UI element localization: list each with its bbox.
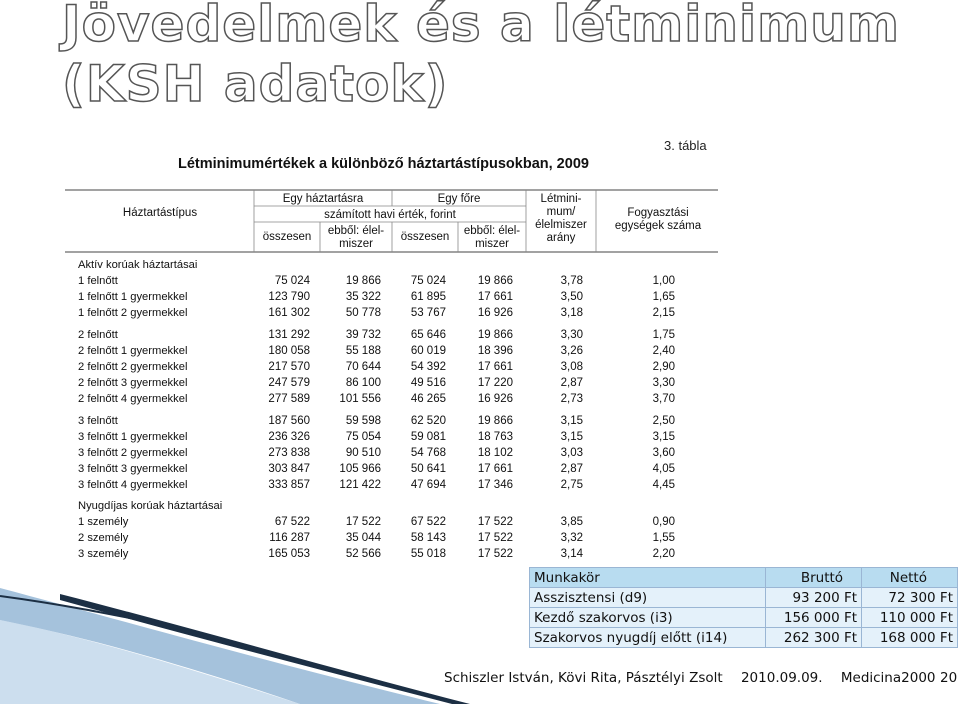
ksh-cell-e: 2,73 [560, 393, 583, 405]
ksh-cell-c: 46 265 [410, 393, 446, 405]
ksh-cell-e: 3,85 [560, 516, 583, 528]
hdr-fogyasztasi: Fogyasztási egységek száma [614, 207, 702, 232]
footer-authors: Schiszler István, Kövi Rita, Pásztélyi Zsolt [444, 670, 723, 686]
ksh-cell-f: 1,55 [652, 532, 675, 544]
ksh-cell-b: 90 510 [345, 447, 381, 459]
ksh-cell-f: 4,05 [652, 463, 675, 475]
page-number: 20 [940, 670, 958, 686]
slide-title-line1: Jövedelmek és a létminimum [62, 0, 900, 53]
ksh-row-label: 3 felnőtt 2 gyermekkel [78, 447, 188, 459]
ksh-cell-c: 60 019 [410, 345, 446, 357]
ksh-cell-b: 86 100 [345, 377, 381, 389]
ksh-cell-b: 105 966 [339, 463, 381, 475]
ksh-cell-f: 3,30 [652, 377, 675, 389]
ksh-cell-c: 50 641 [410, 463, 446, 475]
hdr-osszesen-1: összesen [262, 231, 312, 243]
ksh-cell-e: 3,15 [560, 415, 583, 427]
ksh-row-label: 2 felnőtt 2 gyermekkel [78, 361, 188, 373]
ksh-cell-c: 54 392 [410, 361, 446, 373]
ksh-cell-d: 16 926 [477, 393, 513, 405]
hdr-letminimum: Létmini- mum/ élelmiszer arány [535, 193, 587, 244]
ksh-cell-a: 116 287 [269, 532, 310, 544]
ksh-cell-b: 121 422 [339, 479, 381, 491]
ksh-row-label: 2 felnőtt 3 gyermekkel [78, 377, 188, 389]
slide-footer [444, 670, 950, 686]
ksh-cell-f: 2,15 [652, 307, 675, 319]
ksh-cell-b: 70 644 [345, 361, 381, 373]
hdr-haztartastipus: Háztartástípus [122, 207, 198, 219]
ksh-cell-a: 123 790 [268, 291, 310, 303]
ksh-cell-f: 2,50 [652, 415, 675, 427]
ksh-cell-c: 65 646 [410, 329, 446, 341]
ksh-row-label: 3 személy [78, 548, 129, 560]
ksh-cell-b: 75 054 [345, 431, 381, 443]
ksh-cell-b: 101 556 [339, 393, 381, 405]
ksh-cell-d: 18 102 [477, 447, 513, 459]
ksh-cell-c: 53 767 [410, 307, 446, 319]
group-label-nyugdijas: Nyugdíjas korúak háztartásai [78, 500, 223, 512]
salary-header-netto: Nettó [862, 568, 958, 588]
ksh-cell-d: 17 522 [477, 548, 513, 560]
ksh-cell-c: 62 520 [410, 415, 446, 427]
ksh-cell-c: 47 694 [410, 479, 446, 491]
ksh-cell-f: 0,90 [652, 516, 675, 528]
ksh-cell-a: 247 579 [268, 377, 310, 389]
ksh-cell-c: 59 081 [410, 431, 446, 443]
ksh-cell-f: 3,60 [652, 447, 675, 459]
salary-cell-brutto: 93 200 Ft [766, 588, 862, 608]
ksh-cell-a: 75 024 [274, 275, 310, 287]
ksh-row-label: 3 felnőtt 1 gyermekkel [78, 431, 188, 443]
ksh-cell-e: 3,03 [560, 447, 583, 459]
ksh-cell-f: 2,40 [652, 345, 675, 357]
ksh-cell-a: 187 560 [268, 415, 310, 427]
ksh-cell-e: 3,18 [560, 307, 583, 319]
ksh-cell-e: 3,50 [560, 291, 583, 303]
ksh-cell-d: 19 866 [477, 415, 513, 427]
ksh-cell-d: 17 661 [477, 463, 513, 475]
salary-cell-netto: 168 000 Ft [862, 628, 958, 648]
salary-row [530, 608, 958, 628]
ksh-cell-d: 19 866 [477, 275, 513, 287]
hdr-egy-haztartasra: Egy háztartásra [282, 193, 364, 205]
ksh-cell-a: 303 847 [268, 463, 310, 475]
salary-cell-munkakor: Asszisztensi (d9) [530, 588, 766, 608]
ksh-cell-d: 17 661 [477, 361, 513, 373]
ksh-cell-e: 3,30 [560, 329, 583, 341]
ksh-cell-f: 1,00 [652, 275, 675, 287]
hdr-ebbol-1: ebből: élel- miszer [327, 225, 385, 250]
ksh-cell-f: 1,65 [652, 291, 675, 303]
ksh-cell-e: 2,87 [560, 463, 583, 475]
hdr-osszesen-2: összesen [400, 231, 450, 243]
salary-header-brutto: Bruttó [766, 568, 862, 588]
ksh-cell-b: 19 866 [345, 275, 381, 287]
hdr-ebbol-2: ebből: élel- miszer [463, 225, 521, 250]
ksh-cell-e: 3,26 [560, 345, 583, 357]
ksh-row-label: 1 személy [78, 516, 129, 528]
ksh-cell-d: 18 396 [477, 345, 513, 357]
ksh-cell-f: 3,70 [652, 393, 675, 405]
ksh-row-label: 1 felnőtt 2 gyermekkel [78, 307, 188, 319]
ksh-cell-d: 17 522 [477, 532, 513, 544]
ksh-cell-e: 3,15 [560, 431, 583, 443]
ksh-row-label: 1 felnőtt [78, 275, 118, 287]
ksh-cell-b: 50 778 [345, 307, 381, 319]
footer-date: 2010.09.09. [740, 670, 823, 686]
footer-event: Medicina2000 [840, 670, 936, 686]
ksh-row-label: 2 felnőtt 4 gyermekkel [78, 393, 188, 405]
ksh-cell-c: 55 018 [410, 548, 446, 560]
hdr-szamitott: számított havi érték, forint [324, 209, 456, 221]
ksh-cell-b: 55 188 [345, 345, 381, 357]
ksh-cell-c: 61 895 [410, 291, 446, 303]
ksh-row-label: 1 felnőtt 1 gyermekkel [78, 291, 188, 303]
ksh-cell-e: 3,08 [560, 361, 583, 373]
ksh-cell-a: 161 302 [268, 307, 310, 319]
ksh-row-label: 2 felnőtt [78, 329, 118, 341]
salary-cell-munkakor: Szakorvos nyugdíj előtt (i14) [530, 628, 766, 648]
ksh-cell-a: 217 570 [268, 361, 310, 373]
ksh-cell-d: 19 866 [477, 329, 513, 341]
ksh-cell-a: 277 589 [268, 393, 310, 405]
ksh-row-label: 3 felnőtt 3 gyermekkel [78, 463, 188, 475]
salary-cell-brutto: 262 300 Ft [766, 628, 862, 648]
ksh-cell-c: 54 768 [410, 447, 446, 459]
salary-cell-netto: 72 300 Ft [862, 588, 958, 608]
ksh-cell-e: 3,32 [560, 532, 583, 544]
salary-header-munkakor: Munkakör [530, 568, 766, 588]
group-label-aktiv: Aktív korúak háztartásai [78, 259, 198, 271]
ksh-cell-e: 2,87 [560, 377, 583, 389]
ksh-row-label: 2 személy [78, 532, 129, 544]
ksh-cell-f: 4,45 [652, 479, 675, 491]
ksh-cell-c: 58 143 [410, 532, 446, 544]
ksh-row-label: 3 felnőtt [78, 415, 118, 427]
ksh-cell-b: 59 598 [345, 415, 381, 427]
ksh-cell-e: 3,78 [560, 275, 583, 287]
ksh-cell-a: 131 292 [268, 329, 310, 341]
ksh-cell-b: 35 322 [345, 291, 381, 303]
salary-cell-munkakor: Kezdő szakorvos (i3) [530, 608, 766, 628]
ksh-cell-d: 18 763 [477, 431, 513, 443]
ksh-cell-e: 3,14 [560, 548, 583, 560]
ksh-cell-b: 52 566 [345, 548, 381, 560]
ksh-cell-d: 17 522 [477, 516, 513, 528]
ksh-cell-d: 17 346 [477, 479, 513, 491]
ksh-cell-a: 273 838 [268, 447, 310, 459]
ksh-cell-a: 333 857 [268, 479, 310, 491]
ksh-cell-a: 67 522 [274, 516, 310, 528]
salary-row [530, 588, 958, 608]
ksh-cell-b: 39 732 [345, 329, 381, 341]
hdr-egy-fore: Egy főre [437, 193, 481, 205]
ksh-row-label: 3 felnőtt 4 gyermekkel [78, 479, 188, 491]
ksh-cell-f: 1,75 [652, 329, 675, 341]
ksh-cell-c: 75 024 [410, 275, 446, 287]
ksh-cell-e: 2,75 [560, 479, 583, 491]
salary-cell-brutto: 156 000 Ft [766, 608, 862, 628]
ksh-cell-b: 17 522 [345, 516, 381, 528]
ksh-cell-d: 17 661 [477, 291, 513, 303]
ksh-cell-a: 236 326 [268, 431, 310, 443]
ksh-cell-c: 49 516 [410, 377, 446, 389]
ksh-cell-d: 16 926 [477, 307, 513, 319]
salary-row [530, 628, 958, 648]
salary-cell-netto: 110 000 Ft [862, 608, 958, 628]
ksh-table-title: Létminimumértékek a különböző háztartástípusokban, 2009 [178, 156, 589, 172]
ksh-cell-a: 180 058 [268, 345, 310, 357]
ksh-cell-f: 2,20 [652, 548, 675, 560]
ksh-cell-d: 17 220 [477, 377, 513, 389]
ksh-cell-f: 3,15 [652, 431, 675, 443]
ksh-cell-c: 67 522 [410, 516, 446, 528]
ksh-cell-f: 2,90 [652, 361, 675, 373]
ksh-cell-a: 165 053 [268, 548, 310, 560]
salary-header-row [530, 568, 958, 588]
ksh-cell-b: 35 044 [345, 532, 381, 544]
ksh-row-label: 2 felnőtt 1 gyermekkel [78, 345, 188, 357]
salary-table [529, 567, 958, 648]
slide-title-line2: (KSH adatok) [62, 55, 449, 113]
tabla-number: 3. tábla [664, 138, 707, 153]
